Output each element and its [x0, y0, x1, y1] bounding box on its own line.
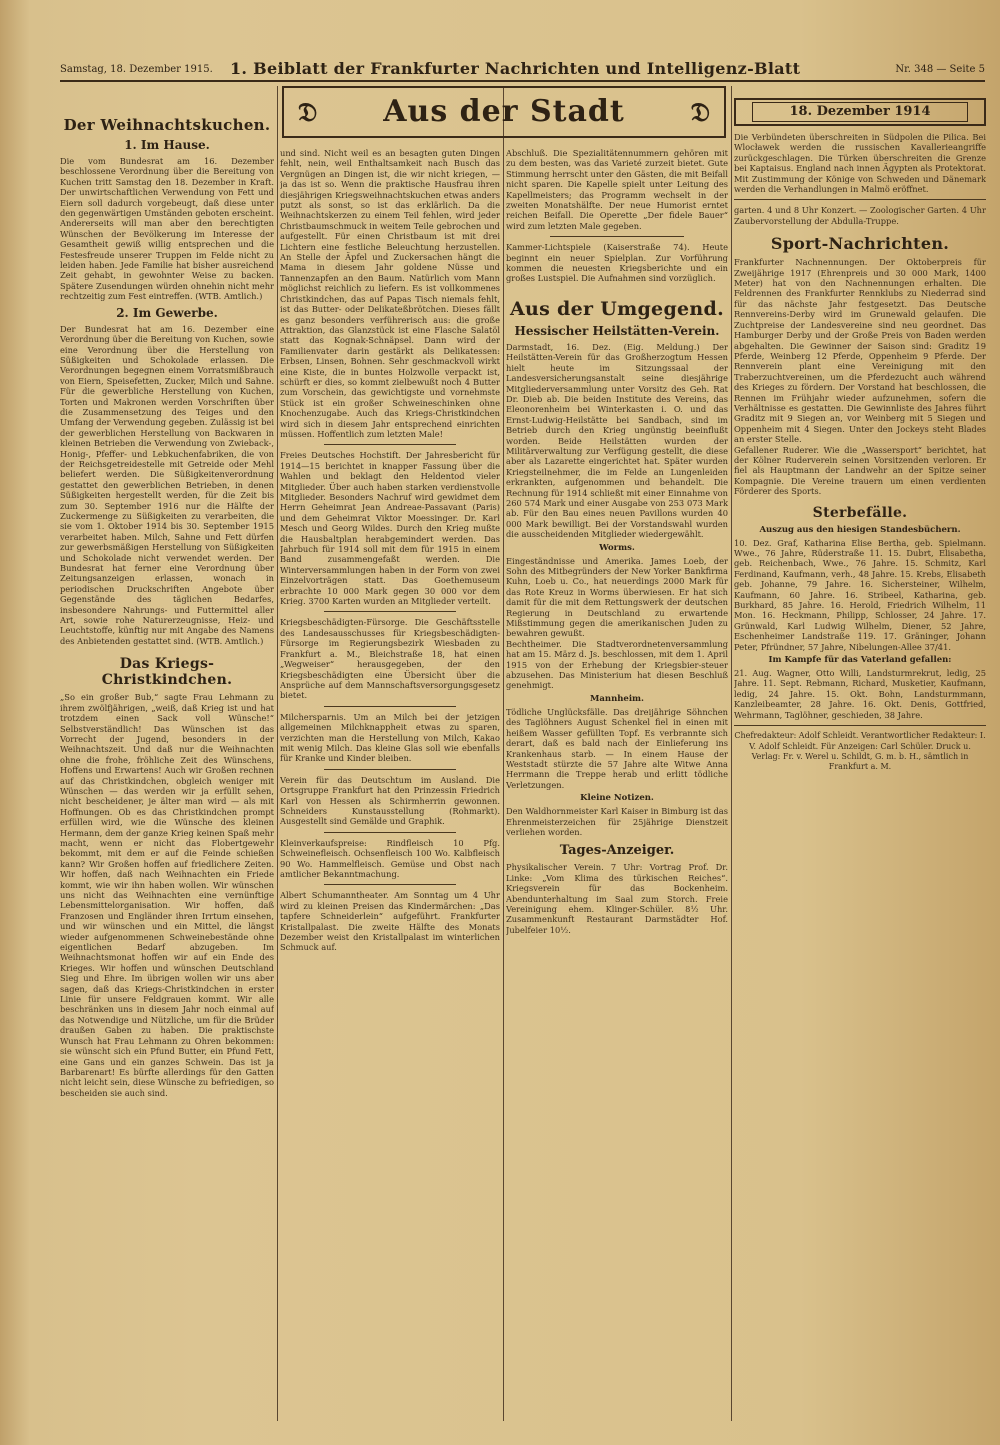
section-title-sterbefaelle: Sterbefälle. — [812, 504, 908, 521]
article-text: Kammer-Lichtspiele (Kaiserstraße 74). Heute beginnt ein neuer Spielplan. Zur Vorführung kommen die neuesten Kriegsberichte und ein großes Lustspiel. Die Aufnahmen sind vorzüglich. — [506, 242, 728, 284]
subheading-standesbuecher: Auszug aus den hiesigen Standesbüchern. — [759, 524, 961, 535]
ornament-right: 𝔇 — [690, 98, 710, 128]
article-text: Physikalischer Verein. 7 Uhr: Vortrag Prof. Dr. Linke: „Vom Klima des türkischen Reiches“. Kriegsverein für das Bockenheim. Abendunterhaltung im Saal zum Storch. Freie Vereinigung ehem. Klinger-Schüler. 8½ Uhr. Zusammenkunft Restaurant Darmstädter Hof. Jubelfeier 10½. — [506, 862, 728, 935]
section-title-stadt: Aus der Stadt — [383, 94, 625, 129]
column-2 — [280, 148, 500, 1423]
divider — [324, 706, 456, 707]
header-date: Samstag, 18. Dezember 1915. — [60, 64, 213, 75]
column-1 — [60, 84, 274, 1423]
article-text: Freies Deutsches Hochstift. Der Jahresbericht für 1914—15 berichtet in knapper Fassung über die Wahlen und beklagt den Heldentod vieler Mitglieder. Über auch haben starken verdienstvolle Mitglieder. Besonders Nachruf wird gewidmet dem Herrn Geheimrat Jean Andreae-Passavant (Paris) und dem Geheimrat Viktor Moessinger. Dr. Karl Mesch und Georg Wildes. Durch den Krieg mußte die Hausbaltplan herabgemindert werden. Das Jahrbuch für 1914 soll mit dem für 1915 in einem Band zusammengefaßt werden. Die Winterversammlungen haben in der Form von zwei Einzelvorträgen statt. Das Goethemuseum erbrachte 10 000 Mark gegen 30 000 vor dem Krieg. 3700 Karten wurden an Mitglieder verteilt. — [280, 450, 500, 607]
article-text: Abschluß. Die Spezialitätennummern gehören mit zu dem besten, was das Varieté zurzeit bietet. Gute Stimmung herrscht unter den Gästen, die mit Beifall nicht sparen. Die Kapelle spielt unter Leitung des Kapellmeisters; das Programm wechselt in der zweiten Monatshälfte. Der neue Humorist erntet reichen Beifall. Die Operette „Der fidele Bauer“ wird zum letzten Male gegeben. — [506, 148, 728, 231]
article-text: Kleinverkaufspreise: Rindfleisch 10 Pfg. Schweinefleisch. Ochsenfleisch 100 Wo. Kalbfleisch 90 Wo. Hammelfleisch. Gemüse und Obst nach amtlicher Bekanntmachung. — [280, 837, 500, 879]
article-text: Bechtheimer. Die Stadtverordnetenversammlung hat am 15. März d. Js. beschlossen, mit dem 1. April 1915 von der Erhebung der Kriegsbier-steuer abzusehen. Das Ministerium hat diesen Beschluß genehmigt. — [506, 638, 728, 691]
page-header — [60, 58, 985, 82]
section-banner-stadt — [282, 86, 726, 138]
article-title-kriegs-christkindchen: Das Kriegs-Christkindchen. — [101, 656, 233, 689]
article-text: Die Verbündeten überschreiten in Südpolen die Pilica. Bei Wlocławek werden die russischen Kavallerieangriffe zurückgeschlagen. Die Türken überschreiten die Grenze bei Kaptaisus. England nach innen Ägypten als Protektorat. Mit Zustimmung der Könige von Schweden und Dänemark werden die Verhandlungen in Malmö eröffnet. — [734, 132, 986, 195]
subheading-worms: Worms. — [599, 542, 635, 553]
column-rule — [503, 86, 504, 1421]
article-text: Eingeständnisse und Amerika. James Loeb, der Sohn des Mitbegründers der New Yorker Bankfirma Kuhn, Loeb u. Co., hat neuerdings 2000 Mark für das Rote Kreuz in Worms überwiesen. Er hat sich damit für die mit dem Rettungswerk der deutschen Regierung in Deutschland zu erwartende Mißstimmung gegen die amerikanischen Juden zu bewahren gewußt. — [506, 555, 728, 639]
section-title-sport: Sport-Nachrichten. — [770, 234, 950, 254]
column-rule — [277, 86, 278, 1421]
header-title: 1. Beiblatt der Frankfurter Nachrichten und Intelligenz-Blatt — [230, 59, 801, 78]
article-text: Verein für das Deutschtum im Ausland. Die Ortsgruppe Frankfurt hat den Prinzessin Friedrich Karl von Hessen als Schirmherrin gewonnen. Schneiders Kunstausstellung (Rohmarkt). Ausgestellt sind Gemälde und Graphik. — [280, 774, 500, 827]
article-text: garten. 4 und 8 Uhr Konzert. — Zoologischer Garten. 4 Uhr Zaubervorstellung der Abdulla-Truppe. — [734, 205, 986, 226]
imprint: Chefredakteur: Adolf Schleidt. Verantwortlicher Redakteur: I. V. Adolf Schleidt. Für Anzeigen: Carl Schüler. Druck u. Verlag: Fr. v. Werel u. Schildt, G. m. b. H., sämtlich in Frankfurt a. M. — [734, 731, 986, 772]
article-text: Frankfurter Nachnennungen. Der Oktoberpreis für Zweijährige 1917 (Ehrenpreis und 30 000 Mark, 1400 Meter) hat von den Nachnennungen erhalten. Die Feldrennen des Frankfurter Rennklubs zu Niederrad sind für das nächste Jahr festgesetzt. Das Deutsche Rennvereins-Derby wird im Grunewald gelaufen. Die Zuchtpreise der Landesvereine sind neu geordnet. Das Hamburger Derby und der Große Preis von Baden werden abgehalten. Die Gewinner der Saison sind: Graditz 19 Pferde, Weinberg 12 Pferde, Oppenheim 9 Pferde. Der Rennverein plant eine Vereinigung mit den Traberzuchtvereinen, um die Pferdezucht auch während des Krieges zu fördern. Der Vorstand hat beschlossen, die Rennen im Frühjahr wieder aufzunehmen, sofern die Verhältnisse es gestatten. Die Gewinnliste des Jahres führt Graditz mit 9 Siegen an, vor Weinberg mit 5 Siegen und Oppenheim mit 4 Siegen. Unter den Jockeys steht Blades an erster Stelle. — [734, 257, 986, 445]
divider — [324, 884, 456, 885]
subheading-im-hause: 1. Im Hause. — [124, 138, 210, 152]
divider — [734, 199, 986, 200]
divider — [324, 832, 456, 833]
subheading-gefallen: Im Kampfe für das Vaterland gefallen: — [768, 655, 952, 666]
section-title-umgegend: Aus der Umgegend. — [509, 297, 725, 320]
ornament-left: 𝔇 — [298, 98, 318, 128]
article-text: Albert Schumanntheater. Am Sonntag um 4 Uhr wird zu kleinen Preisen das Kindermärchen: „Das tapfere Schneiderlein“ aufgeführt. Frankfurter Kristallpalast. Die zweite Hälfte des Monats Dezember weist den Kristallpalast im winterlichen Schmuck auf. — [280, 890, 500, 953]
subheading-mannheim: Mannheim. — [589, 693, 645, 704]
deaths-list: 10. Dez. Graf, Katharina Elise Bertha, geb. Spielmann. Wwe., 76 Jahre, Rüderstraße 11. 15. Dubrt, Elisabetha, geb. Reichenbach, Wwe., 76 Jahre. 15. Schmitz, Karl Ferdinand, Kaufmann, verh., 48 Jahre. 15. Krebs, Elisabeth geb. Johanne, 79 Jahre. 16. Sichersteiner, Wilhelm, Kaufmann, 60 Jahre. 16. Stribeel, Katharina, geb. Burkhard, 85 Jahre. 16. Herold, Friedrich Wilhelm, 11 Mon. 16. Heckmann, Philipp, Schlosser, 24 Jahre. 17. Grünwald, Karl Ludwig Wilhelm, Diener, 52 Jahre, Eschenheimer Landstraße 119. 17. Gräninger, Johann Peter, Pfründner, 57 Jahre, Nibelungen-Allee 37/41. — [734, 537, 986, 652]
article-text: Darmstadt, 16. Dez. (Eig. Meldung.) Der Heilstätten-Verein für das Großherzogtum Hessen hielt heute im Sitzungssaal der Landesversicherungsanstalt seine diesjährige Mitgliederversammlung unter Vorsitz des Geh. Rat Dr. Dieb ab. Die beiden Institute des Vereins, das Eleonorenheim bei Winterkasten i. O. und das Ernst-Ludwig-Heilstätte bei Sandbach, sind im Betrieb durch den Krieg ungünstig beeinflußt worden. Beide Heilstätten wurden der Militärverwaltung zur Verfügung gestellt, die diese aber als Lazarette eingerichtet hat. Später wurden Kriegsteilnehmer, die im Felde an Lungenleiden erkrankten, aufgenommen und behandelt. Die Rechnung für 1914 schließt mit einer Einnahme von 260 574 Mark und einer Ausgabe von 253 073 Mark ab. Für den Bau eines neuen Pavillons wurden 40 000 Mark bewilligt. Bei der Vorstandswahl wurden die ausscheidenden Mitglieder wiedergewählt. — [506, 341, 728, 540]
column-rule — [731, 86, 732, 1421]
subheading-tages-anzeiger: Tages-Anzeiger. — [559, 843, 675, 859]
subheading-kleine-notizen: Kleine Notizen. — [580, 793, 654, 804]
date-box-label: 18. Dezember 1914 — [752, 102, 968, 122]
divider — [324, 611, 456, 612]
article-text: Tödliche Unglücksfälle. Das dreijährige Söhnchen des Taglöhners August Schenkel fiel in einen mit heißem Wasser gefüllten Topf. Es verbrannte sich derart, daß es bald nach der Einlieferung ins Krankenhaus starb. — In einem Hause der Weststadt stürzte die 57 Jahre alte Witwe Anna Herrmann die Treppe herab und erlitt tödliche Verletzungen. — [506, 706, 728, 790]
subheading-im-gewerbe: 2. Im Gewerbe. — [116, 305, 218, 320]
column-3 — [506, 148, 728, 1423]
article-text: Milchersparnis. Um an Milch bei der jetzigen allgemeinen Milchknappheit etwas zu sparen, verzichten man die Herstellung von Milch, Kakao mit wenig Milch. Das kleine Glas soll wie ebenfalls für Kranke und Kinder bleiben. — [280, 711, 500, 764]
article-text: und sind. Nicht weil es an besagten guten Dingen fehlt, nein, weil Enthaltsamkeit nach Busch das Vergnügen an Dingen ist, die wir nicht kriegen, — ja das ist so. Wenn die praktische Hausfrau ihren diesjährigen Kriegsweihnachtskuchen etwas anders putzt als sonst, so ist das erklärlich. Da die Weihnachtskerzen zu einem Teil fehlen, wird jeder Christbaumschmuck in weitem Teile gebrochen und aufgestellt. Für einen Christbaum ist mit drei Lichtern eine festliche Beleuchtung herzustellen. An Stelle der Äpfel und Zuckersachen hängt die Mama in diesem Jahr goldene Nüsse und Tannenzapfen an den Baum. Natürlich vom Mann möglichst reichlich zu liefern. Es ist vollkommenes Christkindchen, das auf Papas Tisch niemals fehlt, ist das Butter- oder Delikateßbrötchen. Dieses fällt es ganz besonders verführerisch aus: die große Attraktion, das Glanzstück ist eine Flasche Salatöl statt das Kognak-Schnäpsel. Dann wird der Familienvater darin gestärkt als Delikatessen: Erbsen, Linsen, Bohnen. Sehr geschmackvoll wirkt eine Kiste, die in buntes Holzwolle verpackt ist, schürft er dies, so kommt zielbewußt noch 4 Butter zum Vorschein, das gewichtigste und vornehmste Stück ist ein großer Schweineschinken ohne Knochenzugabe. Auch das Kriegs-Christkindchen wird sich in diesem Jahr entsprechend einrichten müssen. Hoffentlich zum letzten Male! — [280, 148, 500, 439]
column-4 — [734, 84, 986, 1423]
date-box — [734, 98, 986, 126]
article-text: Kriegsbeschädigten-Fürsorge. Die Geschäftsstelle des Landesausschusses für Kriegsbeschädigten-Fürsorge im Regierungsbezirk Wiesbaden zu Frankfurt a. M., Bleichstraße 18, hat einen „Wegweiser“ herausgegeben, der den Kriegsbeschädigten eine Übersicht über die Ansprüche auf dem Mannschaftsversorgungsgesetz bietet. — [280, 617, 500, 701]
article-text: Der Bundesrat hat am 16. Dezember eine Verordnung über die Bereitung von Kuchen, sowie eine Verordnung über die Herstellung von Süßigkeiten und Schokolade erlassen. Die Verordnungen begegnen einem Vorratsmißbrauch von Eiern, Speisefetten, Zucker, Milch und Sahne. Für die gewerbliche Herstellung von Kuchen, Torten und Makronen werden Vorschriften über die Zusammensetzung des Teiges und den Umfang der Verwendung gegeben. Zulässig ist bei der gewerblichen Herstellung von Backwaren in kleinen Betrieben die Verwendung von Zwieback-, Honig-, Pfeffer- und Lebkuchenfabriken, die von der Reichsgetreidestelle mit Getreide oder Mehl beliefert werden. Die Süßigkeitenverordnung gestattet den gewerblichen Betrieben, in denen Süßigkeiten hergestellt werden, für die Zeit bis zum 30. September 1916 nur die Hälfte der Zuckermenge zu Süßigkeiten zu verarbeiten, die sie vom 1. Oktober 1914 bis 30. September 1915 verarbeitet haben. Milch, Sahne und Fett dürfen zur gewerbsmäßigen Herstellung von Süßigkeiten und Schokolade nicht verwendet werden. Der Bundesrat hat ferner eine Verordnung über Zeitungsanzeigen erlassen, wonach in periodischen Druckschriften Angebote über Gegenstände des täglichen Bedarfes, insbesondere Nahrungs- und Futtermittel aller Art, sowie rohe Naturerzeugnisse, Heiz- und Leuchtstoffe, künftig nur mit Angabe des Namens des Anbietenden gestattet sind. (WTB. Amtlich.) — [60, 323, 274, 646]
divider — [324, 444, 456, 445]
divider — [324, 769, 456, 770]
divider — [734, 725, 986, 726]
fallen-list: 21. Aug. Wagner, Otto Willi, Landsturmrekrut, ledig, 25 Jahre. 11. Sept. Rebmann, Richard, Musketier, Kaufmann, ledig, 24 Jahre. 15. Okt. Bohn, Landsturmmann, Kanzleibeamter, 28 Jahre. 16. Okt. Denis, Gottfried, Wehrmann, Taglöhner, geschieden, 38 Jahre. — [734, 668, 986, 720]
article-title-weihnachtskuchen: Der Weihnachtskuchen. — [63, 116, 271, 134]
header-page-number: Nr. 348 — Seite 5 — [895, 64, 985, 75]
article-text: „So ein großer Bub,“ sagte Frau Lehmann zu ihrem zwölfjährigen, „weiß, daß Krieg ist und hat trotzdem einen Sack voll Wünsche!“ Selbstverständlich! Das Wünschen ist das Vorrecht der Jugend, besonders in der Weihnachtszeit. Und daß nur die Weihnachten ohne die frohe, fröhliche Zeit des Wünschens, Hoffens und Erwartens! Auch wir Großen rechnen auf das Christkindchen, obgleich weniger mit Wünschen — das werden wir ja erfüllt sehen, nicht bescheidener, je älter man wird — als mit Hoffnungen. Ob es das Christkindchen prompt erfüllen wird, wie die Wünsche des kleinen Hermann, dem der ganze Krieg keinen Spaß mehr macht, wenn er nicht das Flobertgewehr bekommt, mit dem er auf die Feinde schießen kann? Wir Großen hoffen auf friedlichere Zeiten. Wir hoffen, daß nach Weihnachten ein Friede kommt, wie wir ihn haben wollen. Wir wünschen uns nicht das Weihnachten eine vernünftige Lebensmittelorganisation. Wir hoffen, daß Franzosen und Engländer ihren Irrtum einsehen, und wir wünschen und ein Mittel, die längst wieder aufgenommenen Schweinebestände ohne eigentlichen Bedarf abzugeben. Im Weihnachtsmonat hoffen wir auf ein Ende des Krieges. Wir hoffen und wünschen Deutschland Sieg und Ehre. Im übrigen wollen wir uns aber sagen, daß das Kriegs-Christkindchen in erster Linie für unsere Feldgrauen kommt. Wir alle beschränken uns in diesem Jahr noch einmal auf das Notwendige und Nützliche, um für die Brüder draußen Gaben zu haben. Die praktischste Wunsch hat Frau Lehmann zu Ohren bekommen: sie wünscht sich ein Pfund Butter, ein Pfund Fett, eine Gans und ein ganzes Schwein. Das ist ja Barbarenart! Es bürfte allerdings für den Gatten nicht leicht sein, diese Wünsche zu befriedigen, so bescheiden sie auch sind. — [60, 692, 274, 1098]
article-text: Den Waldhornmeister Karl Kaiser in Bimburg ist das Ehrenmeisterzeichen für 25jährige Dienstzeit verliehen worden. — [506, 806, 728, 837]
article-text: Gefallener Ruderer. Wie die „Wassersport“ berichtet, hat der Kölner Ruderverein seinen Vorsitzenden verloren. Er fiel als Hauptmann der Landwehr an der Spitze seiner Kompagnie. Die Vereine trauern um einen verdienten Förderer des Sports. — [734, 444, 986, 497]
divider — [550, 236, 683, 237]
article-text: Die vom Bundesrat am 16. Dezember beschlossene Verordnung über die Bereitung von Kuchen tritt Samstag den 18. Dezember in Kraft. Der unwirtschaftlichen Verwendung von Fett und Eiern soll dadurch vorgebeugt, daß diese unter den gegenwärtigen Umständen geboten erscheint. Andererseits will man aber den berechtigten Wünschen der Bevölkerung im Interesse der Gesamtheit gewiß willig entsprechen und die Festesfreude unserer Truppen im Felde nicht zu leiden haben. Jede Familie hat bisher ausreichend Zeit gehabt, in gewohnter Weise zu backen. Spätere Zusendungen würden ohnehin nicht mehr rechtzeitig zum Fest eintreffen. (WTB. Amtlich.) — [60, 156, 274, 302]
subheading-heilstaetten: Hessischer Heilstätten-Verein. — [514, 323, 720, 338]
